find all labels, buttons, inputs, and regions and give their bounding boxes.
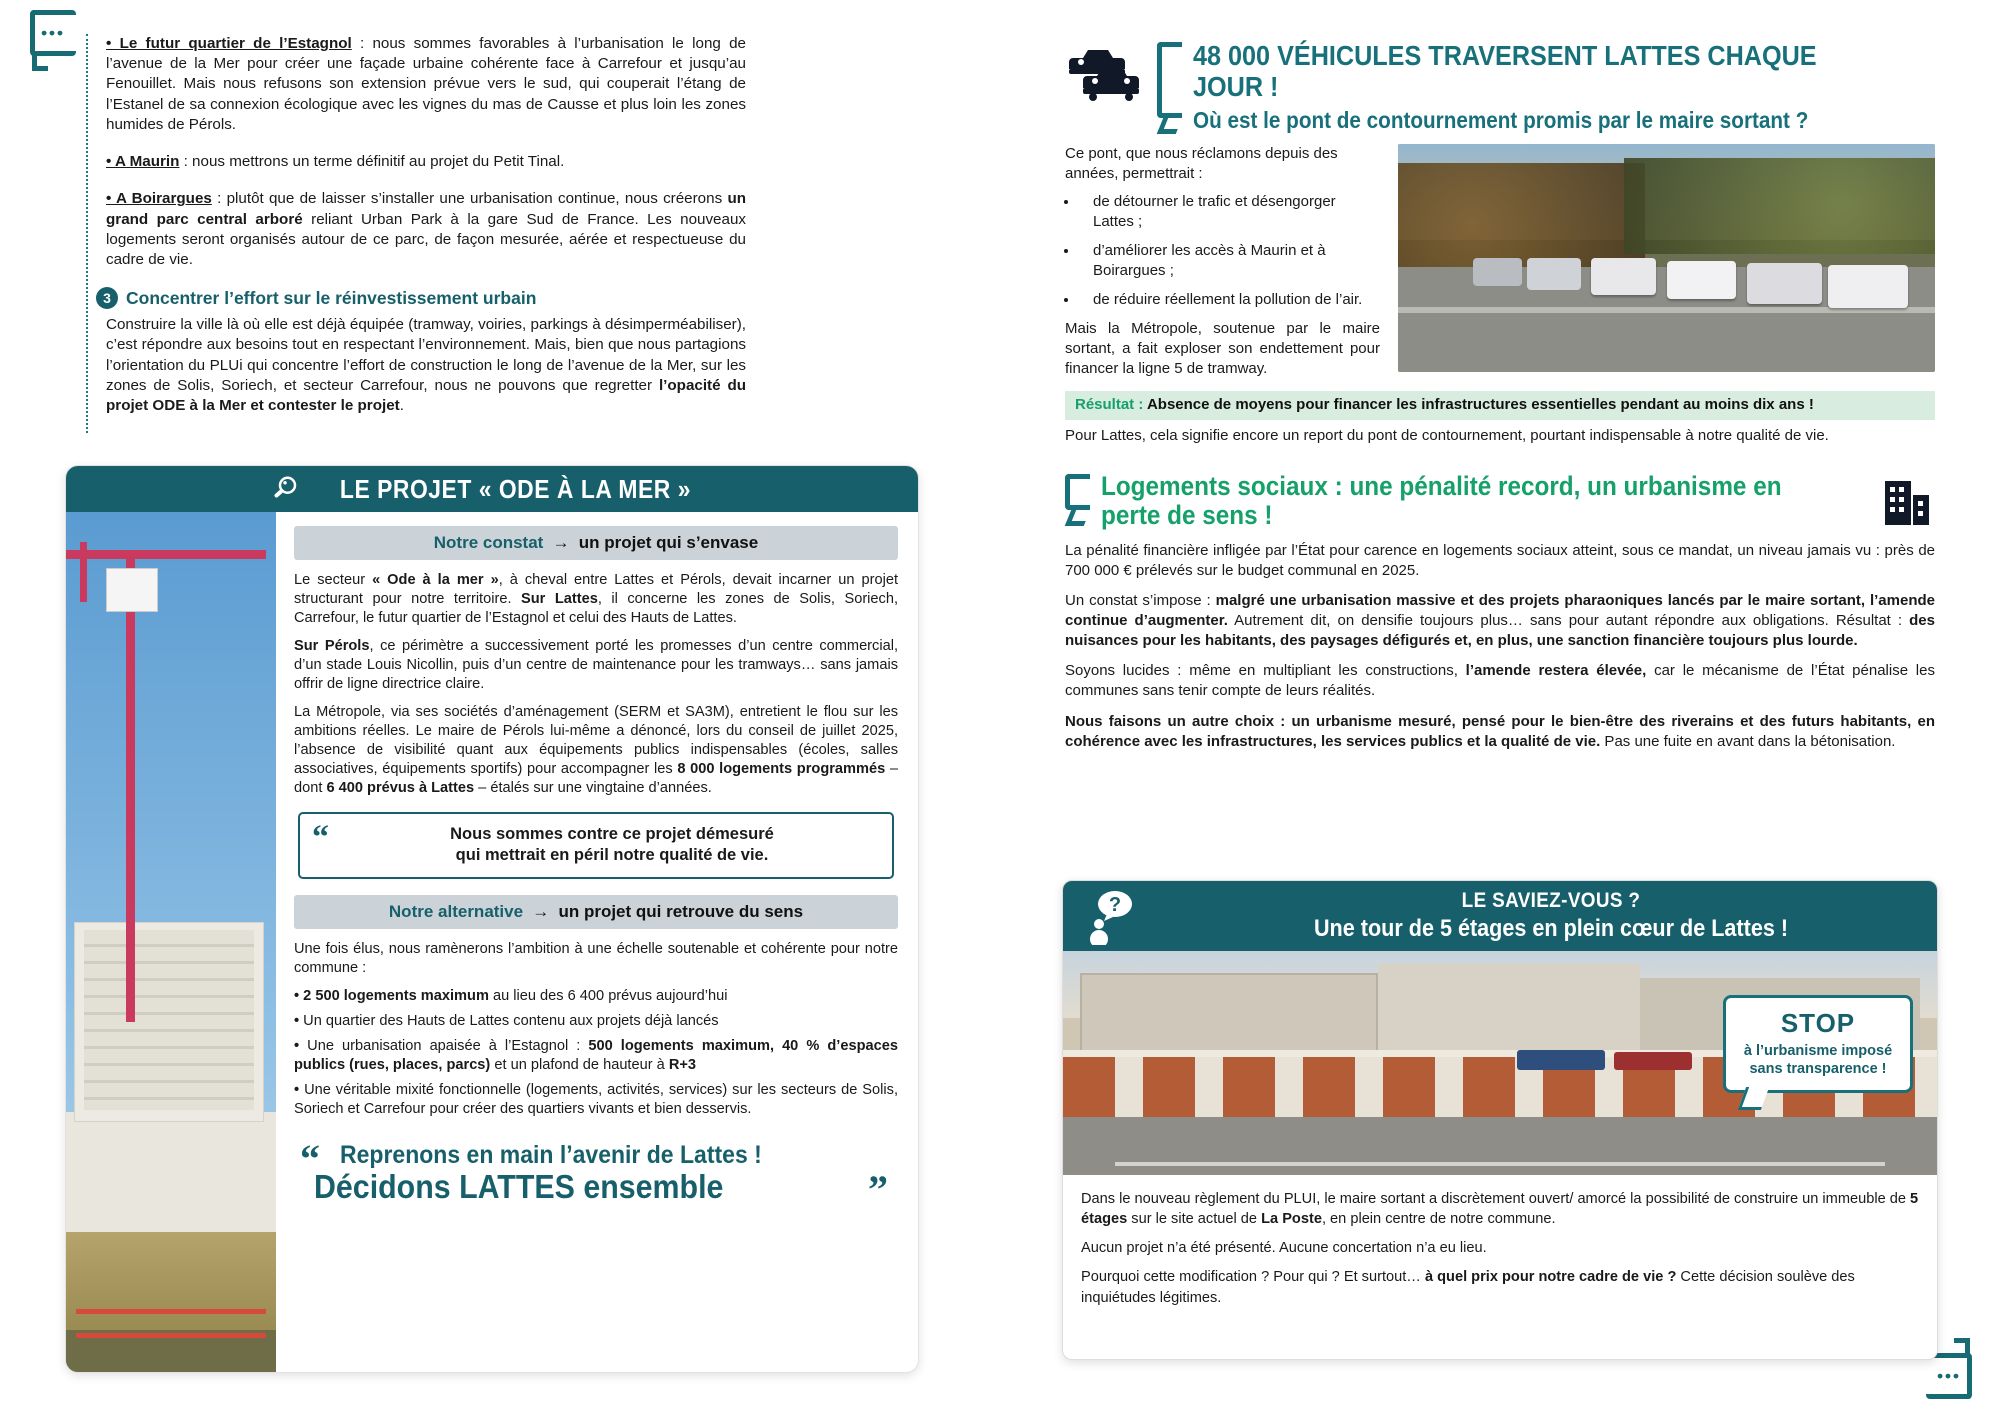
ode-a-la-mer-card bbox=[66, 466, 918, 1372]
alternative-label: Notre alternative bbox=[388, 901, 524, 921]
traffic-subheadline: Où est le pont de contournement promis par le maire sortant ? bbox=[1193, 106, 1809, 133]
left-column bbox=[86, 34, 746, 433]
stop-badge-line-2: à l’urbanisme imposé sans transparence ! bbox=[1743, 1043, 1893, 1078]
construction-crane-photo bbox=[66, 512, 276, 1372]
ode-quote-box bbox=[298, 812, 894, 879]
bridge-outro: Mais la Métropole, soutenue par le maire sortant, a fait exploser son endettement pour financer la ligne 5 de tramway. bbox=[1065, 319, 1380, 378]
traffic-headline: 48 000 VÉHICULES TRAVERSENT LATTES CHAQUE JOUR ! bbox=[1193, 40, 1817, 103]
alternative-value: un projet qui retrouve du sens bbox=[558, 901, 804, 921]
alternative-banner bbox=[294, 895, 898, 929]
result-banner bbox=[1065, 391, 1935, 420]
ode-quote-line-1: Nous sommes contre ce projet démesuré bbox=[450, 824, 774, 843]
bridge-benefit-list bbox=[1065, 192, 1380, 310]
bullet-maurin bbox=[86, 152, 746, 172]
constat-label: Notre constat bbox=[433, 533, 544, 552]
housing-headline-block bbox=[1065, 472, 1935, 531]
housing-paragraph-3: Soyons lucides : même en multipliant les constructions, l’amende restera élevée, car le mécanisme de l’État pénalise les communes sans tenir compte de leurs réalités. bbox=[1065, 662, 1935, 700]
speech-bubble-icon-bottom-right bbox=[1926, 1353, 1972, 1399]
bullet-estagnol-lead: • Le futur quartier de l’Estagnol bbox=[106, 35, 352, 52]
bridge-benefit-3: • de réduire réellement la pollution de l’air. bbox=[1079, 290, 1380, 310]
constat-value: un projet qui s’envase bbox=[578, 533, 759, 552]
bracket-accent-traffic bbox=[1157, 40, 1179, 134]
housing-paragraph-2: Un constat s’impose : malgré une urbanisation massive et des projets pharaoniques lancés par le maire sortant, l’amende continue d’augmenter. Autrement dit, on densifie toujours plus… sans pour autant répondre aux obligations. Résultat : des nuisances pour les habitants, des paysages défigurés et, en plus, une sanction financière toujours plus lourde. bbox=[1065, 592, 1935, 650]
result-follow-text: Pour Lattes, cela signifie encore un report du pont de contournement, pourtant indispensable à notre qualité de vie. bbox=[1065, 427, 1829, 444]
saviez-paragraph-3: Pourquoi cette modification ? Pour qui ? Et surtout… à quel prix pour notre cadre de vie ? Cette décision soulève des inquiétudes légitimes. bbox=[1081, 1269, 1855, 1306]
bridge-benefit-1: • de détourner le trafic et désengorger Lattes ; bbox=[1079, 192, 1380, 232]
ode-quote-line-2: qui mettrait en péril notre qualité de vie. bbox=[455, 845, 769, 864]
alternative-item-4: • Une véritable mixité fonctionnelle (logements, activités, services) sur les secteurs de Solis, Soriech et Carrefour pour créer des quartiers vivants et bien desservis. bbox=[294, 1081, 898, 1119]
ode-card-header bbox=[66, 466, 918, 512]
question-thought-icon bbox=[1085, 887, 1143, 945]
saviez-vous-footer-text bbox=[1063, 1175, 1937, 1327]
housing-paragraph-1: La pénalité financière infligée par l’État pour carence en logements sociaux atteint, sous ce mandat, un niveau jamais vu : près de 700 000 € prélevés sur le budget communal en 2025. bbox=[1065, 541, 1935, 579]
bubble-dots: ••• bbox=[1937, 1366, 1961, 1386]
stop-badge-line-1: STOP bbox=[1780, 1008, 1856, 1038]
stop-badge bbox=[1723, 995, 1913, 1093]
alternative-item-1: • 2 500 logements maximum au lieu des 6 400 prévus aujourd’hui bbox=[294, 987, 898, 1006]
slogan-open-quote-icon: “ bbox=[300, 1135, 320, 1181]
cars-traffic-icon bbox=[1065, 40, 1143, 102]
slogan-line-1: Reprenons en main l’avenir de Lattes ! bbox=[340, 1140, 762, 1169]
bullet-estagnol bbox=[86, 34, 746, 135]
section-3-heading bbox=[96, 287, 746, 309]
traffic-jam-photo bbox=[1398, 144, 1935, 372]
slogan-close-quote-icon: ” bbox=[868, 1167, 888, 1213]
constat-arrow: → bbox=[552, 533, 570, 552]
traffic-headline-block bbox=[1065, 40, 1935, 134]
section-3-title: Concentrer l’effort sur le réinvestissement urbain bbox=[126, 287, 537, 308]
bubble-dots: ••• bbox=[41, 23, 65, 43]
speech-bubble-icon-top-left bbox=[30, 10, 76, 56]
bridge-benefit-2: • d’améliorer les accès à Maurin et à Boirargues ; bbox=[1079, 241, 1380, 281]
bullet-boirargues bbox=[86, 189, 746, 270]
result-text: Absence de moyens pour financer les infrastructures essentielles pendant au moins dix ans ! bbox=[1143, 396, 1814, 414]
bullet-maurin-text: : nous mettrons un terme définitif au projet du Petit Tinal. bbox=[179, 153, 565, 171]
dotted-rail-divider bbox=[86, 34, 88, 433]
alternative-arrow: → bbox=[532, 901, 550, 921]
ode-paragraph-2: Sur Pérols, ce périmètre a successivement porté les promesses d’un centre commercial, d’un stade Louis Nicollin, puis d’un centre de maintenance pour les tramways… sans jamais offrir de ligne directrice claire. bbox=[294, 637, 898, 692]
right-column bbox=[1065, 40, 1935, 762]
alternative-list bbox=[294, 987, 898, 1119]
bullet-maurin-lead: • A Maurin bbox=[106, 153, 179, 170]
ode-card-title: LE PROJET « ODE À LA MER » bbox=[339, 473, 691, 504]
bracket-accent-housing bbox=[1065, 472, 1087, 526]
post-office-building-photo bbox=[1063, 951, 1937, 1175]
bridge-row bbox=[1065, 144, 1935, 379]
saviez-paragraph-1: Dans le nouveau règlement du PLUI, le maire sortant a discrètement ouvert/ amorcé la possibilité de construire un immeuble de 5 étages sur le site actuel de La Poste, en plein centre de notre commune. bbox=[1081, 1191, 1919, 1228]
section-number-badge: 3 bbox=[96, 287, 118, 309]
housing-paragraph-4: Nous faisons un autre choix : un urbanisme mesuré, pensé pour le bien-être des riverains et des futurs habitants, en cohérence avec les infrastructures, les services publics et la qualité de vie. Pas une fuite en avant dans la bétonisation. bbox=[1065, 712, 1935, 750]
housing-paragraphs bbox=[1065, 541, 1935, 752]
alternative-intro: Une fois élus, nous ramènerons l’ambition à une échelle soutenable et cohérente pour notre commune : bbox=[294, 940, 898, 976]
ode-slogan bbox=[300, 1135, 898, 1213]
ode-paragraph-1: Le secteur « Ode à la mer », à cheval entre Lattes et Pérols, devait incarner un projet structurant pour notre territoire. Sur Lattes, il concerne les zones de Solis, Soriech, Carrefour, le futur quartier de l’Estagnol et celui des Hauts de Lattes. bbox=[294, 572, 899, 626]
alternative-item-3: • Une urbanisation apaisée à l’Estagnol : 500 logements maximum, 40 % d’espaces publics (rues, places, parcs) et un plafond de hauteur à R+3 bbox=[294, 1037, 898, 1075]
magnifier-icon bbox=[270, 474, 300, 504]
saviez-vous-title-1: LE SAVIEZ-VOUS ? bbox=[1461, 889, 1641, 912]
svg-text:?: ? bbox=[1108, 894, 1122, 916]
saviez-vous-card bbox=[1062, 880, 1938, 1360]
saviez-paragraph-2: Aucun projet n’a été présenté. Aucune concertation n’a eu lieu. bbox=[1081, 1240, 1487, 1257]
saviez-vous-header bbox=[1063, 881, 1937, 951]
quote-mark-icon: “ bbox=[312, 818, 329, 856]
constat-banner bbox=[294, 526, 898, 560]
result-label: Résultat : bbox=[1075, 396, 1144, 414]
bullet-boirargues-text: : plutôt que de laisser s’installer une urbanisation continue, nous créerons un grand parc central arboré reliant Urban Park à la gare Sud de France. Les nouveaux logements seront organisés autour de ce parc, de façon mesurée, aérée et respectueuse du cadre de vie. bbox=[106, 190, 746, 268]
building-icon bbox=[1879, 473, 1935, 529]
section-3-body: Construire la ville là où elle est déjà équipée (tramway, voiries, parkings à désimperméabiliser), c’est répondre aux besoins tout en respectant l’environnement. Mais, bien que nous partagions l’orientation du PLUi qui concentre l’effort de construction le long de l’avenue de la Mer, sur les zones de Solis, Soriech, et secteur Carrefour, nous ne pouvons que regretter l’opacité du projet ODE à la Mer et contester le projet. bbox=[106, 316, 747, 415]
bullet-estagnol-text: : nous sommes favorables à l’urbanisation le long de l’avenue de la Mer pour créer une façade urbaine cohérente face à Carrefour et jusqu’au Fenouillet. Mais nous refusons son extension prévue vers le sud, qui couperait l’étang de l’Estanel de sa connexion écologique avec les vignes du mas de Causse et plus loin les zones humides de Pérols. bbox=[106, 35, 746, 133]
bridge-text-block bbox=[1065, 144, 1380, 379]
bullet-boirargues-lead: • A Boirargues bbox=[106, 190, 212, 207]
slogan-line-2: Décidons LATTES ensemble bbox=[314, 1167, 724, 1205]
bridge-intro: Ce pont, que nous réclamons depuis des années, permettrait : bbox=[1065, 145, 1338, 183]
ode-paragraph-3: La Métropole, via ses sociétés d’aménagement (SERM et SA3M), entretient le flou sur les ambitions réelles. Le maire de Pérols lui-même a dénoncé, lors du conseil de juillet 2025, l’absence de visibilité quant aux équipements publics indispensables (écoles, salles associatives, équipements sportifs) pour accompagner les 8 000 logements programmés – dont 6 400 prévus à Lattes – étalés sur une vingtaine d’années. bbox=[294, 703, 899, 796]
alternative-item-2: • Un quartier des Hauts de Lattes contenu aux projets déjà lancés bbox=[294, 1012, 898, 1031]
housing-headline: Logements sociaux : une pénalité record, un urbanisme en perte de sens ! bbox=[1101, 470, 1782, 531]
saviez-vous-title-2: Une tour de 5 étages en plein cœur de Lattes ! bbox=[1313, 915, 1789, 942]
